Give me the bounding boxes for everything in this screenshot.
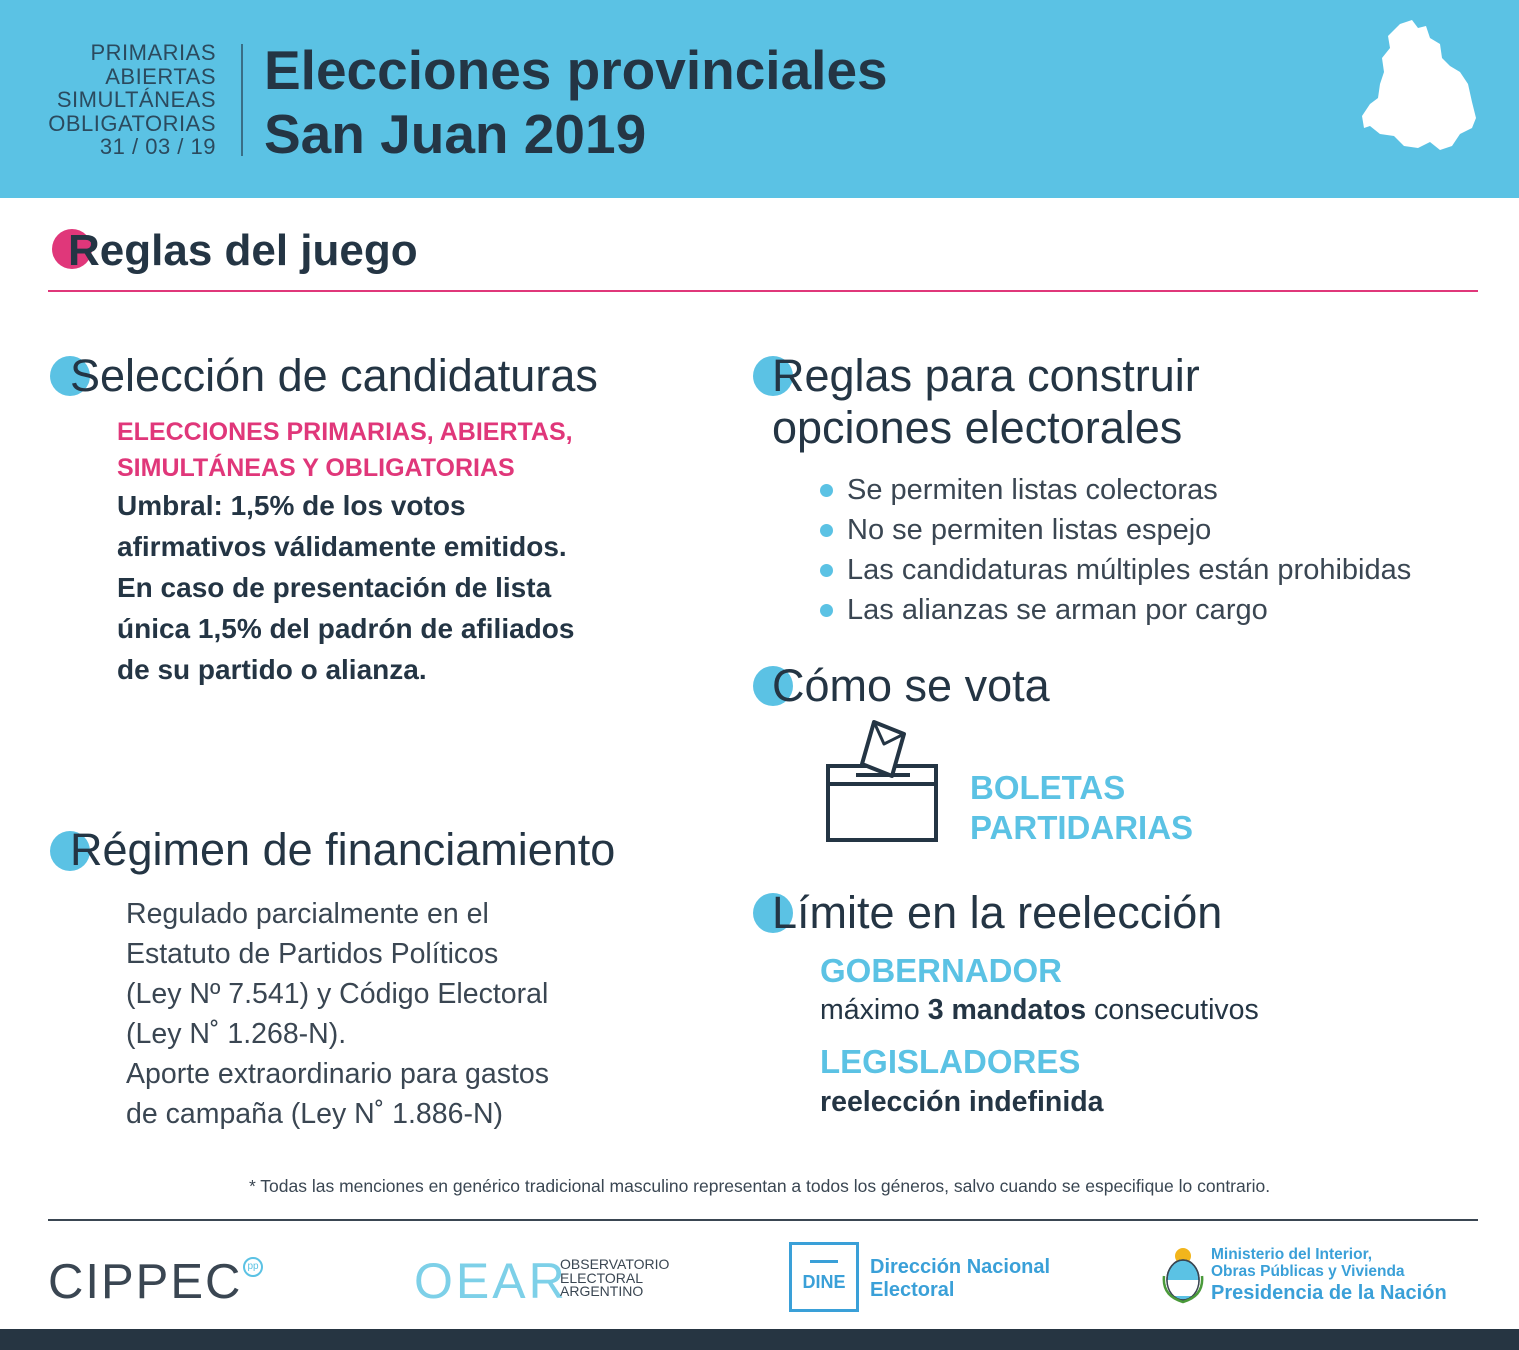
bullet-dot-icon: [820, 564, 833, 577]
opciones-list: [820, 470, 1411, 630]
list-item-text: Las alianzas se arman por cargo: [847, 594, 1268, 626]
list-item-text: Las candidaturas múltiples están prohibidas: [847, 554, 1412, 586]
opciones-title-line: Reglas para construir: [772, 350, 1200, 401]
oear-sub-line: ELECTORAL: [560, 1269, 643, 1286]
oear-subtitle: [560, 1258, 669, 1299]
dine-name-line: Electoral: [870, 1279, 955, 1301]
san-juan-map-icon: [1360, 18, 1476, 154]
financiamiento-line: (Ley N˚ 1.268-N).: [126, 1018, 347, 1050]
umbral-line: En caso de presentación de lista: [117, 572, 552, 603]
financiamiento-line: Estatuto de Partidos Políticos: [126, 938, 499, 970]
boletas-line: PARTIDARIAS: [970, 809, 1194, 846]
legisladores-text: reelección indefinida: [820, 1086, 1104, 1118]
umbral-line: de su partido o alianza.: [117, 654, 427, 685]
title-line-1: Elecciones provinciales: [264, 39, 888, 101]
bullet-dot-icon: [820, 604, 833, 617]
dine-logo: [789, 1242, 859, 1312]
gobernador-bold: 3 mandatos: [927, 994, 1087, 1026]
list-item: [820, 470, 1411, 510]
title-line-2: San Juan 2019: [264, 103, 647, 165]
cippec-badge-text: pp: [247, 1261, 259, 1272]
footnote: * Todas las menciones en genérico tradicional masculino representan a todos los géneros, salvo cuando se especifique lo contrario.: [248, 1176, 1271, 1196]
gobernador-label: GOBERNADOR: [820, 952, 1063, 989]
gobernador-post: consecutivos: [1086, 994, 1259, 1026]
dine-logo-text: DINE: [802, 1272, 846, 1292]
bottom-bar: [0, 1329, 1519, 1350]
legisladores-label: LEGISLADORES: [820, 1043, 1081, 1080]
financiamiento-line: Regulado parcialmente en el: [126, 898, 489, 930]
paso-line: OBLIGATORIAS: [48, 110, 216, 136]
list-item: [820, 510, 1411, 550]
paso-subtitle: [117, 414, 677, 486]
oear-logo: OEAR: [414, 1253, 568, 1309]
paso-date: 31 / 03 / 19: [99, 134, 216, 159]
boletas-label: [970, 768, 1193, 848]
paso-line: PRIMARIAS: [90, 40, 216, 65]
financiamiento-line: Aporte extraordinario para gastos: [126, 1058, 549, 1090]
header-divider: [241, 44, 243, 156]
list-item-text: Se permiten listas colectoras: [847, 474, 1218, 506]
dine-bar-icon: [810, 1260, 838, 1263]
cippec-badge-icon: [243, 1257, 263, 1277]
oear-sub-line: OBSERVATORIO: [560, 1256, 670, 1272]
bullet-dot-icon: [820, 524, 833, 537]
opciones-title-line: opciones electorales: [772, 402, 1183, 453]
list-item: [820, 590, 1411, 630]
section-title-como-vota: Cómo se vota: [772, 660, 1050, 711]
footer-divider: [48, 1219, 1478, 1221]
paso-label: [48, 41, 216, 159]
paso-line: ABIERTAS: [105, 63, 216, 89]
gobernador-pre: máximo: [820, 994, 928, 1026]
dine-name: [870, 1256, 1050, 1302]
section-title-limite: Límite en la reelección: [772, 887, 1223, 938]
ministerio-text: [1211, 1246, 1447, 1306]
paso-subtitle-line: ELECCIONES PRIMARIAS, ABIERTAS,: [117, 418, 573, 446]
umbral-line: afirmativos válidamente emitidos.: [117, 531, 567, 562]
financiamiento-line: (Ley Nº 7.541) y Código Electoral: [126, 978, 549, 1010]
paso-subtitle-line: SIMULTÁNEAS Y OBLIGATORIAS: [117, 454, 515, 482]
gobernador-text: [820, 994, 1259, 1027]
ballot-box-icon: [826, 718, 940, 844]
paso-line: SIMULTÁNEAS: [56, 87, 216, 112]
section-title-opciones: [772, 350, 1200, 454]
boletas-line: BOLETAS: [970, 769, 1126, 806]
presidencia-line: Presidencia de la Nación: [1211, 1282, 1447, 1304]
financiamiento-text: [126, 894, 686, 1134]
ministerio-line: Ministerio del Interior,: [1211, 1246, 1373, 1263]
section-title-seleccion: Selección de candidaturas: [70, 350, 598, 401]
section-heading-reglas: Reglas del juego: [68, 226, 418, 275]
national-coat-of-arms-icon: [1162, 1246, 1204, 1304]
oear-sub-line: ARGENTINO: [560, 1283, 644, 1299]
umbral-line: Umbral: 1,5% de los votos: [117, 490, 466, 521]
list-item: [820, 550, 1411, 590]
header-banner: [0, 0, 1519, 198]
list-item-text: No se permiten listas espejo: [847, 514, 1212, 546]
page-title: [264, 38, 888, 166]
dine-name-line: Dirección Nacional: [870, 1256, 1051, 1278]
cippec-logo: CIPPEC: [48, 1255, 243, 1309]
financiamiento-line: de campaña (Ley N˚ 1.886-N): [126, 1098, 504, 1130]
ministerio-line: Obras Públicas y Vivienda: [1211, 1263, 1405, 1280]
umbral-line: única 1,5% del padrón de afiliados: [117, 613, 575, 644]
bullet-dot-icon: [820, 484, 833, 497]
umbral-text: [117, 485, 677, 690]
section-title-financiamiento: Régimen de financiamiento: [70, 824, 616, 875]
pink-divider: [48, 290, 1478, 292]
